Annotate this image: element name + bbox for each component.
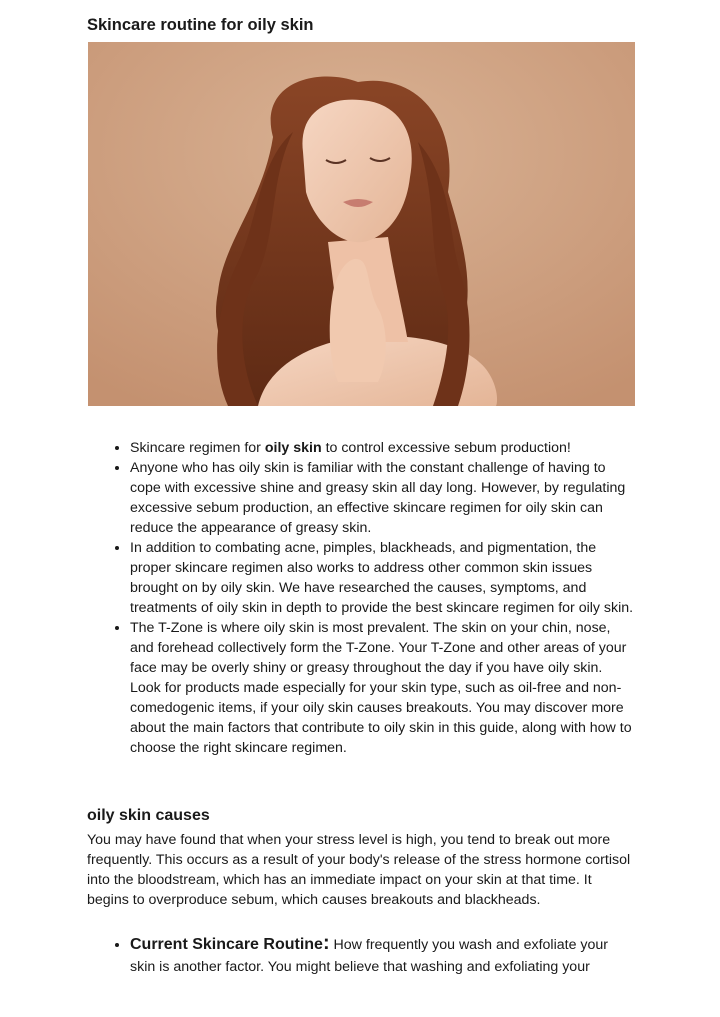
- page-title: Skincare routine for oily skin: [87, 16, 314, 34]
- list-item: • In addition to combating acne, pimples, blackheads, and pigmentation, the proper skincare regimen also works to address other common skin issues brought on by oily skin. We have researched the causes, symptoms, and treatments of oily skin in depth to provide the best skincare regimen for oily skin.: [130, 538, 636, 618]
- list-item-heading: Current Skincare Routine: [130, 936, 323, 953]
- causes-bullet-list: [88, 932, 636, 978]
- list-item: • Skincare regimen for oily skin to control excessive sebum production!: [130, 438, 636, 458]
- list-item: • Anyone who has oily skin is familiar with the constant challenge of having to cope with excessive shine and greasy skin all day long. However, by regulating excessive sebum production, an effective skincare regimen for oily skin can reduce the appearance of greasy skin.: [130, 458, 636, 538]
- intro-bullet-list: [88, 438, 636, 758]
- section-heading: oily skin causes: [87, 807, 210, 824]
- section-paragraph: You may have found that when your stress level is high, you tend to break out more frequently. This occurs as a result of your body's release of the stress hormone cortisol into the bloodstream, which has an immediate impact on your skin at that time. It begins to overproduce sebum, which causes breakouts and blackheads.: [87, 832, 631, 908]
- woman-portrait-illustration: [88, 42, 635, 406]
- bold-keyword: oily skin: [264, 440, 322, 456]
- list-item: • Current Skincare Routine: How frequently you wash and exfoliate your skin is another factor. You might believe that washing and exfoliating your: [130, 932, 636, 978]
- hero-image: [88, 42, 635, 406]
- list-item: • The T-Zone is where oily skin is most prevalent. The skin on your chin, nose, and forehead collectively form the T-Zone. Your T-Zone and other areas of your face may be overly shiny or greasy throughout the day if you have oily skin. Look for products made especially for your skin type, such as oil-free and non-comedogenic items, if your oily skin causes breakouts. You may discover more about the main factors that contribute to oily skin in this guide, along with how to choose the right skincare regimen.: [130, 618, 636, 758]
